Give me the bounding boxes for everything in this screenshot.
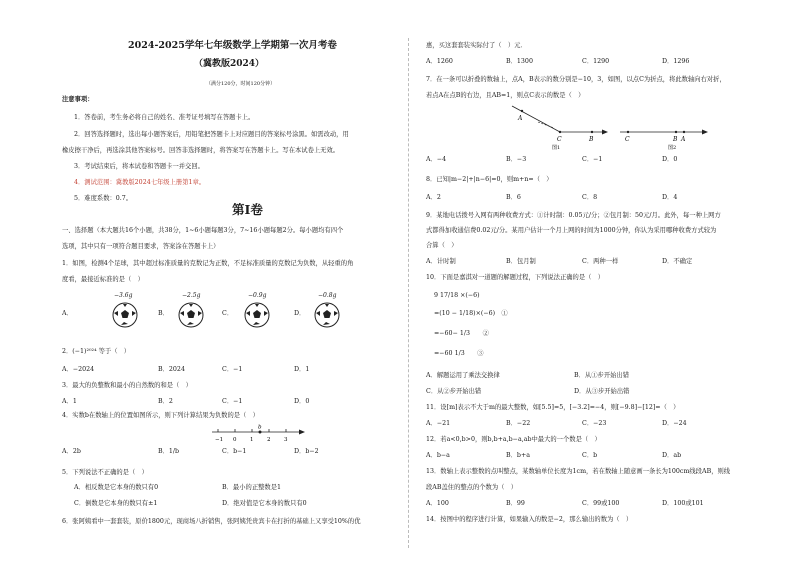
q4-option-a: A．2b [62,448,81,455]
q9-option-d: D．不确定 [662,258,693,265]
q5-stem: 5．下列说法不正确的是（ ） [62,469,148,476]
q8-option-d: D．4 [662,194,678,201]
q11-option-b: B．−22 [506,420,531,427]
q4-option-d: D．b−2 [294,448,319,455]
exam-title: 2024-2025学年七年级数学上学期第一次月考卷 [128,40,337,51]
q4-point-label: b [258,424,262,431]
q2-stem: 2．(−1)²⁰²⁴ 等于（ ） [62,348,131,355]
q8-stem: 8．已知|m−2|+|n−6|=0，则m+n=（ ） [426,176,553,183]
q6-stem-cont: 惠，买这套套装实际付了（ ）元． [426,42,527,49]
q9-stem: 9．某地电话拨号入网有两种收费方式：①计时制：0.05元/分；②包月制：50元/月。此外，每一种上网方 [426,212,721,219]
q10-option-b: B．从①步开始出错 [574,372,630,379]
soccer-ball-icon [314,302,340,328]
q2-option-d: D．1 [294,366,310,373]
q10-step: =(10 − 1/18)×(−6) ① [434,310,508,317]
part1-intro: 选项，其中只有一项符合题目要求，答案涂在答题卡上） [62,243,220,250]
q7-folding-number-line [508,100,718,150]
ball-mass-label: −0.9g [248,292,267,299]
q3-option-c: C．−1 [222,398,243,405]
q10-option-d: D．从③步开始出错 [574,388,630,395]
q6-option-a: A．1260 [426,58,453,65]
q10-step: 9 17/18 ×(−6) [434,292,480,299]
q3-option-a: A．1 [62,398,77,405]
q6-option-c: C．1290 [582,58,610,65]
q13-option-b: B．99 [506,500,525,507]
q12-option-a: A．b−a [426,452,450,459]
right-column [414,0,754,562]
q7-fig2-label: C [625,136,630,143]
q1-stem: 度看，最接近标准的是（ ） [62,276,144,283]
q11-option-d: D．−24 [662,420,687,427]
q3-option-b: B．2 [158,398,173,405]
q7-fig1-label: A [518,115,523,122]
q8-option-b: B．6 [506,194,521,201]
q1-option-d: D． [294,310,306,317]
q11-option-a: A．−21 [426,420,451,427]
q2-option-a: A．−2024 [62,366,95,373]
q9-option-b: B．包月制 [506,258,536,265]
q9-option-a: A．计时制 [426,258,456,265]
q12-stem: 12．若a<0,b>0，则b,b+a,b−a,ab中最大的一个数是（ ） [426,436,601,443]
q4-stem: 4．实数b在数轴上的位置如图所示，则下列计算结果为负数的是（ ） [62,412,259,419]
q13-option-c: C．99或100 [582,500,620,507]
q11-stem: 11．设[m]表示不大于m的最大整数，如[5.5]=5，[−3.2]=−4，则[−9.8]−[12]=（ ） [426,404,680,411]
ball-mass-label: −3.6g [114,292,133,299]
q9-stem: 式都得加收通信费0.02元/分。某用户估计一个月上网的时间为1000分钟，你认为采用哪种收费方式较为 [426,227,717,234]
q3-stem: 3．最大的负整数和最小的自然数的和是（ ） [62,382,192,389]
q9-option-c: C．两种一样 [582,258,619,265]
q10-option-a: A．解题运用了乘法交换律 [426,372,500,379]
notes-item: 2．回答选择题时，选出每小题答案后，用铅笔把答题卡上对应题目的答案标号涂黑。如需改动，用 [74,131,349,138]
exam-subtitle: （冀教版2024） [194,59,265,69]
notes-heading: 注意事项： [62,96,94,103]
section-title: 第Ⅰ卷 [232,202,263,217]
q7-fig1-label: C [557,136,562,143]
notes-item: 5．难度系数：0.7。 [74,195,133,202]
q10-stem: 10．下面是嘉淇对一道题的解题过程，下列说法正确的是（ ） [426,274,605,281]
q6-option-d: D．1296 [662,58,690,65]
q5-option-b: B．最小的正整数是1 [222,484,282,491]
notes-item: 3．考试结束后，将本试卷和答题卡一并交回。 [74,163,204,170]
q8-option-a: A．2 [426,194,441,201]
q12-option-b: B．b+a [506,452,530,459]
q2-option-c: C．−1 [222,366,243,373]
q4-tick-label: 1 [250,437,254,443]
q5-option-d: D．绝对值是它本身的数只有0 [222,500,307,507]
q13-option-d: D．100或101 [662,500,704,507]
part1-intro: 一、选择题（本大题共16个小题，共38分，1~6小题每题3分，7~16小题每题2分。每小题均有四个 [62,227,344,234]
q3-option-d: D．0 [294,398,310,405]
notes-item: 1．答卷前，考生务必将自己的姓名、准考证号填写在答题卡上。 [74,114,255,121]
q10-step: =−60 1/3 ③ [434,350,484,357]
q4-number-line [210,424,306,446]
q8-option-c: C．8 [582,194,598,201]
q7-option-b: B．−3 [506,156,527,163]
q13-stem: 段AB盖住的整点的个数为（ ） [426,484,518,491]
q4-tick-label: 3 [284,437,288,443]
q7-fig2-label: A [681,136,686,143]
q7-stem: 7．在一条可以折叠的数轴上，点A，B表示的数分别是−10，3，如图，以点C为折点，将此数轴向右对折， [426,76,726,83]
q12-option-d: D．ab [662,452,682,459]
q14-stem: 14．按图中的程序进行计算，如果输入的数是−2，那么输出的数为（ ） [426,516,633,523]
q7-stem: 若点A在点B的右边，且AB=1，则点C表示的数是（ ） [426,92,585,99]
column-divider [408,38,409,548]
notes-item-scope: 4．测试范围：冀教版2024七年级上册第1章。 [74,179,206,186]
q4-tick-label: −1 [215,437,224,443]
soccer-ball-icon [244,302,270,328]
exam-meta: （满分120分，时间120分钟） [206,81,276,87]
q7-option-c: C．−1 [582,156,603,163]
q9-stem: 合算（ ） [426,242,458,249]
q10-option-c: C．从②步开始出错 [426,388,482,395]
q4-option-b: B．1/b [158,448,180,455]
q4-option-c: C．b−1 [222,448,247,455]
q1-option-b: B． [158,310,169,317]
q7-fig1-caption: 图1 [552,145,561,150]
q6-stem: 6．张阿姨看中一套套装，原价1800元，现商场八折销售，张阿姨凭贵宾卡在打折的基础上又享受10%的优 [62,518,361,525]
q7-fig2-label: B [673,136,678,143]
q6-option-b: B．1300 [506,58,533,65]
q7-option-a: A．−4 [426,156,447,163]
notes-item: 橡皮擦干净后，再选涂其他答案标号。回答非选择题时，将答案写在答题卡上。写在本试卷上无效。 [62,147,340,154]
q13-option-a: A．100 [426,500,449,507]
q4-tick-label: 0 [233,437,237,443]
q13-stem: 13．数轴上表示整数的点叫整点，某数轴单位长度为1cm，若在数轴上随意画一条长为100cm线段AB，则线 [426,468,731,475]
left-column [62,0,404,562]
q1-option-a: A． [62,310,73,317]
q7-fig2-caption: 图2 [668,145,677,150]
q12-option-c: C．b [582,452,598,459]
q5-option-a: A．相反数是它本身的数只有0 [74,484,159,491]
q10-step: =−60− 1/3 ② [434,330,489,337]
soccer-ball-icon [178,302,204,328]
q1-stem: 1．如图，检测4个足球，其中超过标准质量的克数记为正数，不足标准质量的克数记为负数，从轻重的角 [62,260,354,267]
ball-mass-label: −0.8g [318,292,337,299]
soccer-ball-icon [112,302,138,328]
ball-mass-label: −2.5g [182,292,201,299]
q1-option-c: C． [222,310,234,317]
q4-tick-label: 2 [267,437,271,443]
q5-option-c: C．倒数是它本身的数只有±1 [74,500,158,507]
q11-option-c: C．−23 [582,420,607,427]
q7-fig1-label: B [589,136,594,143]
q2-option-b: B．2024 [158,366,185,373]
q7-option-d: D．0 [662,156,678,163]
